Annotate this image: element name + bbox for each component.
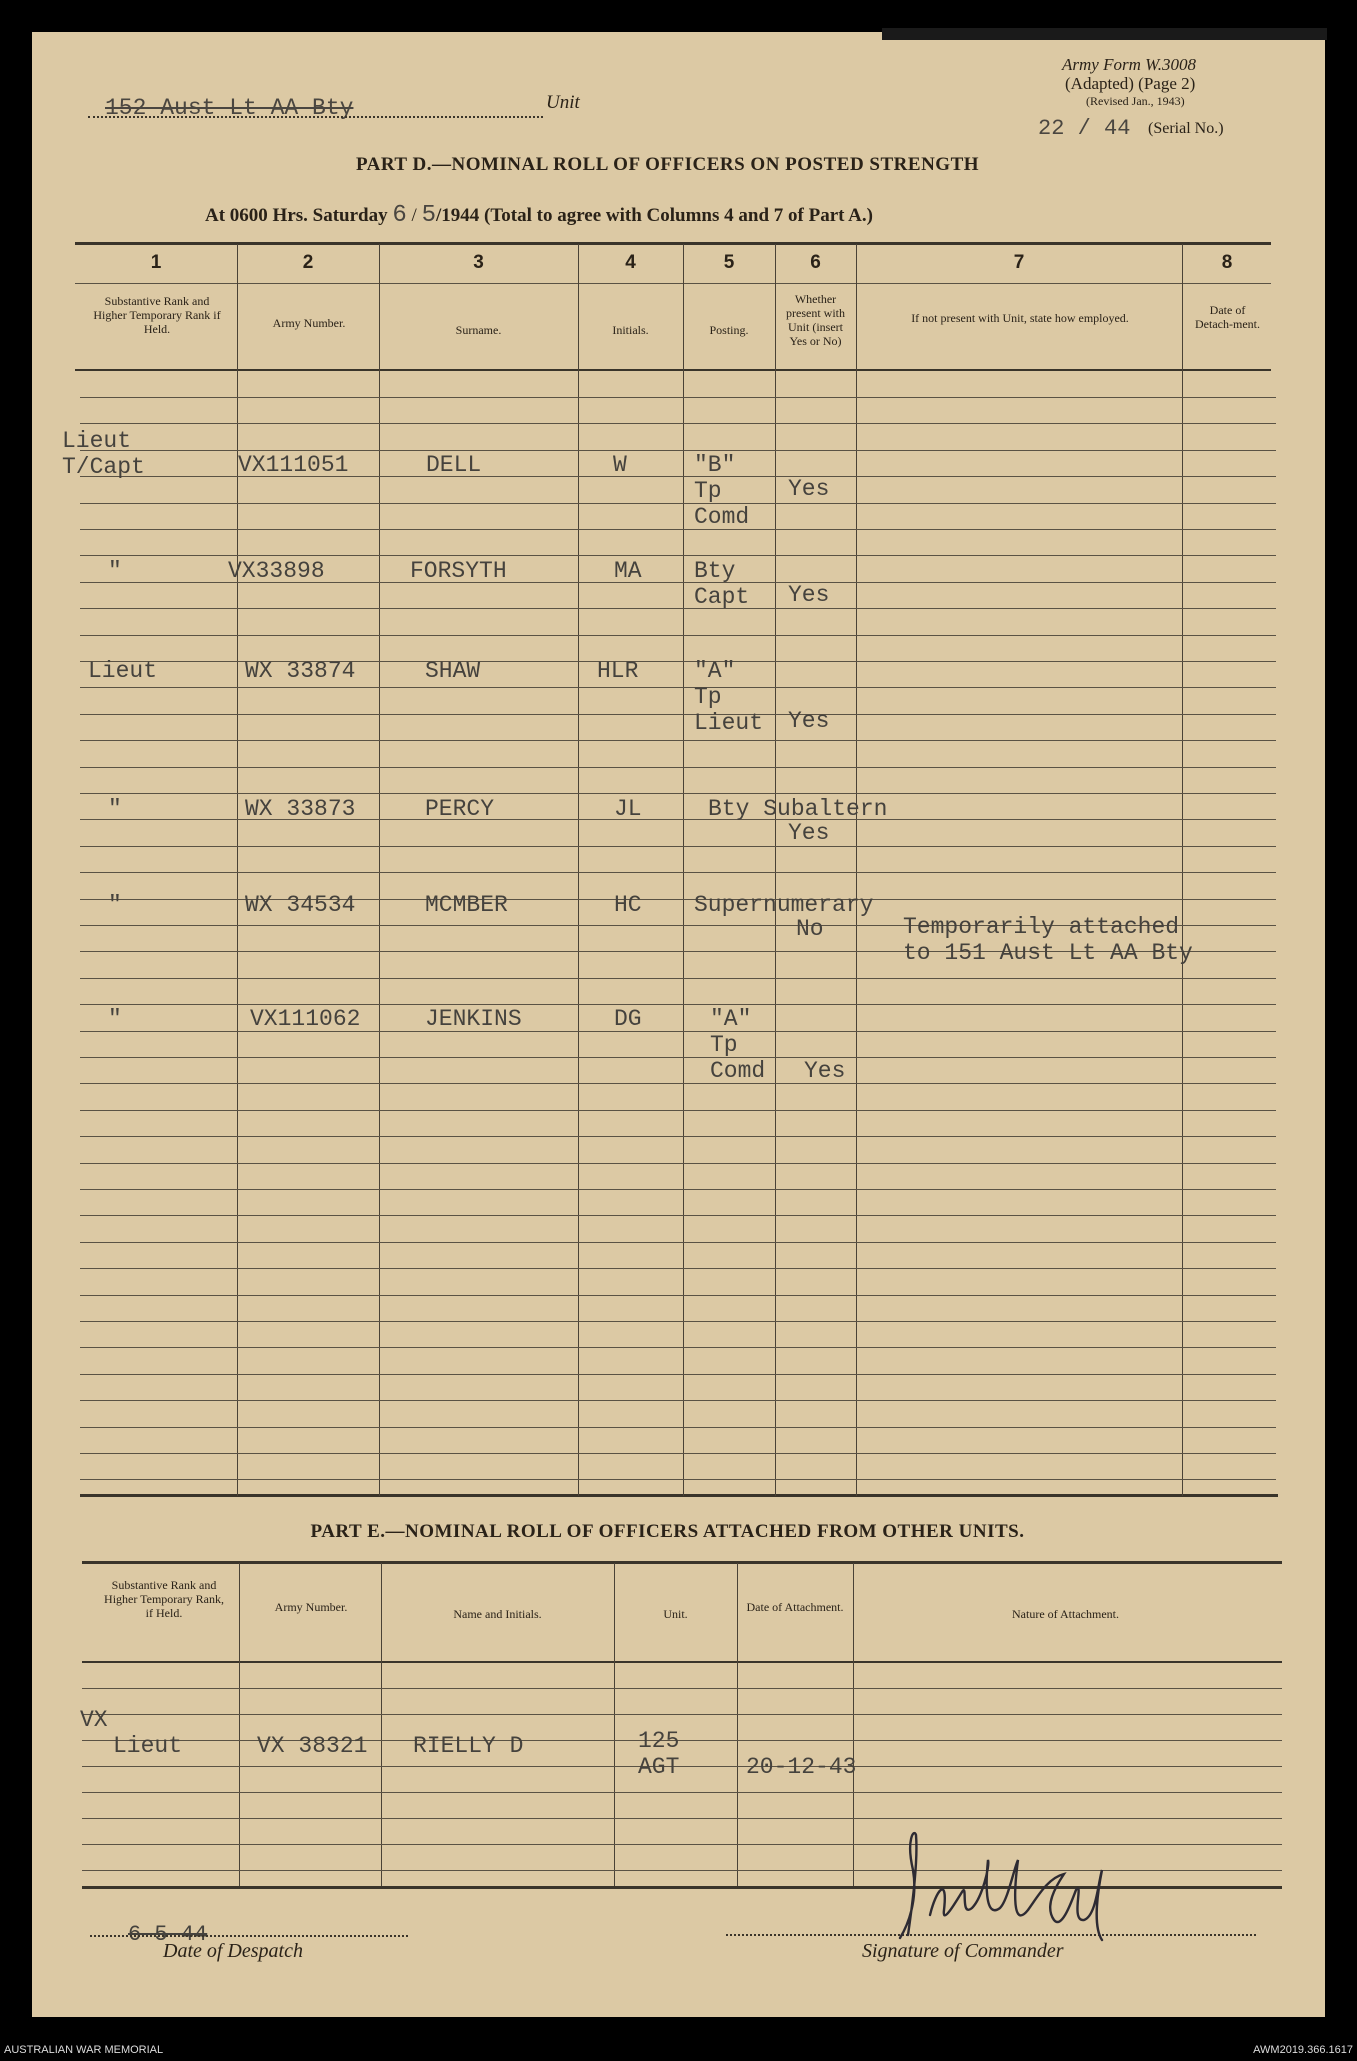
unit-value: 152 Aust Lt AA Bty xyxy=(105,95,354,121)
part-e-header-rank: Substantive Rank and Higher Temporary Rank, if Held. xyxy=(104,1578,224,1620)
part-d-title: PART D.—NOMINAL ROLL OF OFFICERS ON POSTED STRENGTH xyxy=(355,154,980,175)
col-number-6: 6 xyxy=(810,252,821,273)
army-number-cell: VX33898 xyxy=(228,558,325,584)
rank-cell: " xyxy=(108,796,122,822)
ruled-line xyxy=(80,635,1276,636)
ruled-line xyxy=(80,1215,1276,1216)
ruled-line xyxy=(80,1110,1276,1111)
ruled-line xyxy=(80,1347,1276,1348)
ruled-line xyxy=(80,740,1276,741)
despatch-date-value: 6-5-44 xyxy=(128,1922,208,1947)
roll-date-month: 5 xyxy=(421,202,436,229)
despatch-label: Date of Despatch xyxy=(163,1940,303,1962)
serial-value: 22 / 44 xyxy=(1038,116,1131,141)
ruled-line xyxy=(82,1766,1282,1767)
army-number-cell: VX111062 xyxy=(250,1006,361,1032)
ruled-line xyxy=(80,978,1276,979)
ruled-line xyxy=(80,714,1276,715)
army-number-cell: WX 33873 xyxy=(245,796,356,822)
surname-cell: MCMBER xyxy=(425,892,508,918)
roll-date-prefix: At 0600 Hrs. Saturday xyxy=(205,205,388,226)
ruled-line xyxy=(80,1136,1276,1137)
ruled-line xyxy=(80,503,1276,504)
roll-date-day: 6 xyxy=(392,202,407,229)
rank-cell: " xyxy=(108,1006,122,1032)
part-e-date-cell: 20-12-43 xyxy=(746,1754,857,1780)
ruled-line xyxy=(80,1453,1276,1454)
roll-date-suffix: (Total to agree with Columns 4 and 7 of Part A.) xyxy=(484,205,873,226)
ruled-line xyxy=(80,1268,1276,1269)
ruled-line xyxy=(80,1374,1276,1375)
present-cell: Yes xyxy=(788,820,830,846)
part-e-rank-cell: Lieut xyxy=(113,1733,183,1759)
form-name: Army Form W.3008 xyxy=(1062,55,1196,74)
surname-cell: PERCY xyxy=(425,796,495,822)
part-e-header-nature: Nature of Attachment. xyxy=(1012,1607,1119,1621)
ruled-line xyxy=(80,1189,1276,1190)
col-header-employed: If not present with Unit, state how employed. xyxy=(911,311,1129,325)
present-cell: Yes xyxy=(804,1058,846,1084)
part-e-title: PART E.—NOMINAL ROLL OF OFFICERS ATTACHED FROM OTHER UNITS. xyxy=(310,1521,1025,1542)
ruled-line xyxy=(80,1163,1276,1164)
part-e-header-army-number: Army Number. xyxy=(274,1600,348,1614)
col-header-posting: Posting. xyxy=(709,323,749,337)
serial-label: (Serial No.) xyxy=(1148,120,1224,137)
ruled-line xyxy=(80,1427,1276,1428)
posting-cell: Bty Capt xyxy=(694,558,750,610)
army-number-cell: WX 33874 xyxy=(245,658,356,684)
col-header-initials: Initials. xyxy=(612,323,649,337)
col-header-army-number: Army Number. xyxy=(272,316,346,330)
army-number-cell: WX 34534 xyxy=(245,892,356,918)
roll-date-year: /1944 xyxy=(435,205,480,226)
ruled-line xyxy=(80,872,1276,873)
surname-cell: SHAW xyxy=(425,658,481,684)
initials-cell: HC xyxy=(614,892,642,918)
ruled-line xyxy=(80,1295,1276,1296)
ruled-line xyxy=(80,1004,1276,1005)
ruled-line xyxy=(80,1242,1276,1243)
col-header-detachment: Date of Detach-ment. xyxy=(1195,303,1260,331)
initials-cell: DG xyxy=(614,1006,642,1032)
ruled-line xyxy=(80,1479,1276,1480)
part-e-rank-prefix: VX xyxy=(80,1707,108,1733)
present-cell: No xyxy=(796,916,824,942)
rank-cell: " xyxy=(108,892,122,918)
col-header-surname: Surname. xyxy=(455,323,502,337)
roll-date-line: At 0600 Hrs. Saturday 6 / 5/1944 (Total to agree with Columns 4 and 7 of Part A.) xyxy=(205,202,873,229)
initials-cell: JL xyxy=(614,796,642,822)
rank-cell: " xyxy=(108,558,122,584)
part-e-unit-cell: 125 AGT xyxy=(638,1728,680,1780)
ruled-line xyxy=(80,529,1276,530)
surname-cell: FORSYTH xyxy=(410,558,507,584)
ruled-line xyxy=(82,1818,1282,1819)
initials-cell: HLR xyxy=(597,658,639,684)
posting-cell: "B" Tp Comd xyxy=(694,452,750,530)
signature-label: Signature of Commander xyxy=(862,1940,1064,1962)
surname-cell: JENKINS xyxy=(425,1006,522,1032)
archive-credit-left: AUSTRALIAN WAR MEMORIAL xyxy=(4,2044,164,2056)
form-revised: (Revised Jan., 1943) xyxy=(1086,94,1185,108)
col-number-1: 1 xyxy=(150,252,162,273)
army-number-cell: VX111051 xyxy=(238,452,349,478)
posting-cell: Supernumerary xyxy=(694,892,874,918)
ruled-line xyxy=(80,608,1276,609)
present-cell: Yes xyxy=(788,708,830,734)
form-adapted: (Adapted) (Page 2) xyxy=(1065,74,1196,93)
ruled-line xyxy=(80,846,1276,847)
employed-cell: Temporarily attached to 151 Aust Lt AA Bty xyxy=(903,914,1193,966)
commander-signature xyxy=(858,1820,1133,1950)
unit-label: Unit xyxy=(546,92,580,113)
rank-cell: Lieut T/Capt xyxy=(62,428,145,480)
col-number-7: 7 xyxy=(1013,252,1025,273)
col-number-8: 8 xyxy=(1221,252,1233,273)
part-e-number-cell: VX 38321 xyxy=(257,1733,368,1759)
ruled-line xyxy=(80,397,1276,398)
present-cell: Yes xyxy=(788,476,830,502)
initials-cell: W xyxy=(613,452,627,478)
ruled-line xyxy=(80,1057,1276,1058)
ruled-line xyxy=(80,1321,1276,1322)
ruled-line xyxy=(80,767,1276,768)
ruled-line xyxy=(80,423,1276,424)
col-number-2: 2 xyxy=(302,252,314,273)
ruled-line xyxy=(80,450,1276,451)
part-e-name-cell: RIELLY D xyxy=(413,1733,524,1759)
ruled-line xyxy=(82,1688,1282,1689)
posting-cell: "A" Tp Comd xyxy=(710,1006,766,1084)
col-number-5: 5 xyxy=(723,252,735,273)
ruled-line xyxy=(80,1083,1276,1084)
part-e-header-unit: Unit. xyxy=(663,1607,688,1621)
ruled-line xyxy=(80,793,1276,794)
part-e-header-name: Name and Initials. xyxy=(453,1607,542,1621)
ruled-line xyxy=(80,1400,1276,1401)
col-header-rank: Substantive Rank and Higher Temporary Rank if Held. xyxy=(93,294,221,336)
archive-credit-right: AWM2019.366.1617 xyxy=(1253,2044,1353,2056)
torn-edge xyxy=(882,28,1327,40)
despatch-dotted-line xyxy=(90,1935,408,1937)
surname-cell: DELL xyxy=(426,452,482,478)
initials-cell: MA xyxy=(614,558,642,584)
posting-cell: "A" Tp Lieut xyxy=(694,658,764,736)
posting-cell: Bty Subaltern xyxy=(708,796,888,822)
ruled-line xyxy=(82,1792,1282,1793)
ruled-line xyxy=(80,687,1276,688)
part-e-header-date: Date of Attachment. xyxy=(746,1600,844,1614)
col-number-4: 4 xyxy=(625,252,636,273)
col-header-present: Whether present with Unit (insert Yes or No) xyxy=(786,292,845,348)
present-cell: Yes xyxy=(788,582,830,608)
rank-cell: Lieut xyxy=(88,658,158,684)
ruled-line xyxy=(80,555,1276,556)
unit-dotted-line xyxy=(88,116,543,118)
ruled-line xyxy=(82,1714,1282,1715)
col-number-3: 3 xyxy=(473,252,484,273)
